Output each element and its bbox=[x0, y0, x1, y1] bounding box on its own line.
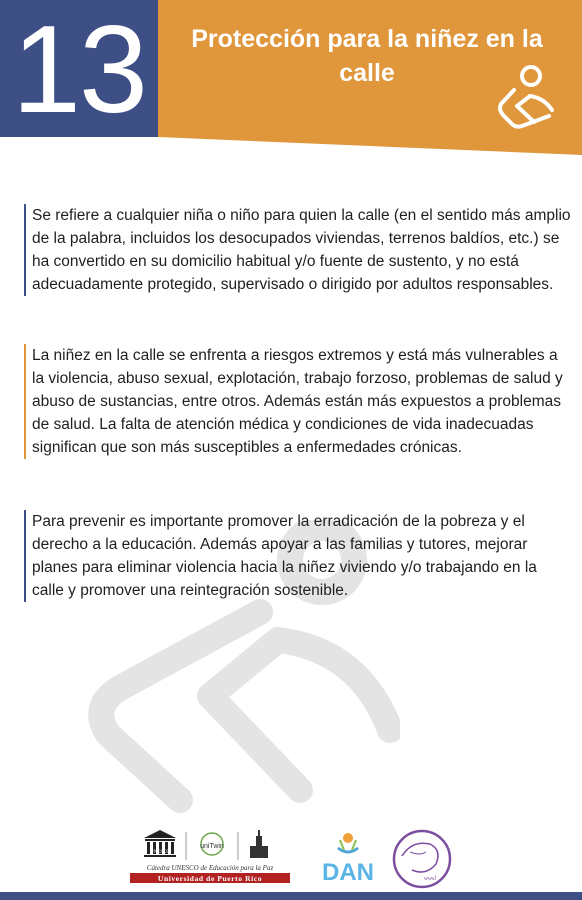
paragraph-prevention: Para prevenir es importante promover la erradicación de la pobreza y el derecho a la educación. Además apoyar a las familias y tutores, mejorar planes para eliminar violencia hacia la niñez viviendo y/o trabajando en la calle y promover una reintegración sostenible. bbox=[24, 510, 572, 602]
unesco-text: UNESCO bbox=[149, 850, 171, 855]
paragraph-definition: Se refiere a cualquier niña o niño para quien la calle (en el sentido más amplio de la palabra, incluidos los desocupados viviendas, terrenos baldíos, etc.) se ha convertido en su domicilio habitual y/o fuente de sustento, y no está adecuadamente protegido, supervisado o dirigido por adultos responsables. bbox=[24, 204, 572, 296]
paragraph-risks: La niñez en la calle se enfrenta a riesgos extremos y está más vulnerables a la violencia, abuso sexual, explotación, trabajo forzoso, problemas de salud y abuso de sustancias, entre otros. Además están más expuestos a problemas de salud. La falta de atención médica y condiciones de vida inadecuadas significan que son más susceptibles a enfermedades crónicas. bbox=[24, 344, 572, 459]
dan-logo bbox=[322, 833, 374, 886]
section-number: 13 bbox=[12, 1, 146, 139]
dan-text: DAN bbox=[322, 859, 374, 886]
unitwin-text: uniTwin bbox=[200, 843, 224, 850]
footer-bar bbox=[0, 892, 582, 900]
partner-logos bbox=[130, 826, 460, 892]
unesco-logo bbox=[144, 830, 176, 857]
page-title: Protección para la niñez en la calle bbox=[191, 25, 543, 87]
university-name: Universidad de Puerto Rico bbox=[157, 874, 263, 883]
wwsl-seal-logo bbox=[394, 831, 450, 887]
unitwin-logo bbox=[200, 833, 224, 855]
header bbox=[0, 0, 582, 160]
footer-logos bbox=[130, 826, 460, 892]
university-tower-logo bbox=[250, 830, 268, 858]
section-number-box bbox=[0, 0, 158, 137]
chair-line: Cátedra UNESCO de Educación para la Paz bbox=[146, 864, 274, 872]
wwsl-text: wwsl bbox=[423, 876, 437, 882]
